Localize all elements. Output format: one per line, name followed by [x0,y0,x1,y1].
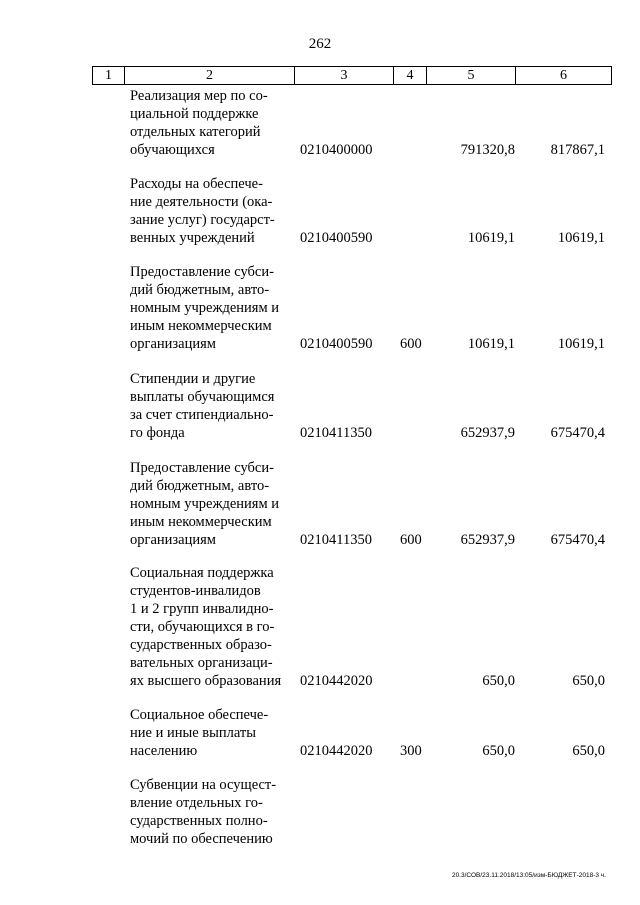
row-value-5: 652937,9 [460,425,515,441]
column-header-5: 5 [427,67,516,84]
row-description: Социальная поддержка студентов-инвалидов 1 и 2 групп инвалидно- сти, обучающихся в го- сударственных образо- вательных организаци- ях высшего образования [130,565,282,689]
table-row [0,87,640,159]
table-row [0,263,640,353]
row-code: 0210442020 [300,673,373,689]
row-code: 0210400590 [300,336,373,352]
row-description: Реализация мер по со- циальной поддержке отдельных категорий обучающихся [130,88,268,158]
row-value-5: 791320,8 [460,142,515,158]
document-footer: 20.3/СОВ/23.11.2018/13:05/изм-БЮДЖЕТ-2018-3 ч. [451,872,606,879]
column-header-6: 6 [560,67,567,83]
row-value-5: 650,0 [482,743,515,759]
row-type: 300 [400,743,422,759]
row-description: Расходы на обеспече- ние деятельности (ока- зание услуг) государст- венных учреждений [130,176,275,246]
row-value-5: 10619,1 [467,336,515,352]
row-description: Предоставление субси- дий бюджетным, авто- номным учреждениям и иным некоммерческим организациям [130,460,280,548]
row-value-6: 650,0 [572,743,605,759]
table-row [0,459,640,549]
row-value-5: 652937,9 [460,532,515,548]
row-type: 600 [400,336,422,352]
column-header-1: 1 [93,67,125,84]
row-description: Стипендии и другие выплаты обучающимся за счет стипендиально- го фонда [130,371,275,441]
table-row [0,370,640,442]
row-value-6: 10619,1 [557,230,605,246]
page-number: 262 [308,36,332,52]
table-row [0,706,640,760]
table-row [0,564,640,690]
row-value-6: 10619,1 [557,336,605,352]
table-row [0,175,640,247]
row-value-6: 650,0 [572,673,605,689]
row-value-6: 817867,1 [550,142,605,158]
table-header [92,66,612,85]
row-type: 600 [400,532,422,548]
column-header-2: 2 [125,67,295,84]
row-code: 0210442020 [300,743,373,759]
row-description: Субвенции на осущест- вление отдельных го- сударственных полно- мочий по обеспечению [130,777,277,847]
row-description: Социальное обеспече- ние и иные выплаты населению [130,707,269,759]
row-code: 0210400590 [300,230,373,246]
table-row [0,776,640,848]
row-code: 0210400000 [300,142,373,158]
row-value-6: 675470,4 [550,532,605,548]
column-header-3: 3 [295,67,394,84]
row-code: 0210411350 [300,532,372,548]
row-value-5: 10619,1 [467,230,515,246]
row-code: 0210411350 [300,425,372,441]
row-value-6: 675470,4 [550,425,605,441]
row-description: Предоставление субси- дий бюджетным, авто- номным учреждениям и иным некоммерческим организациям [130,264,280,352]
column-header-4: 4 [394,67,427,84]
row-value-5: 650,0 [482,673,515,689]
